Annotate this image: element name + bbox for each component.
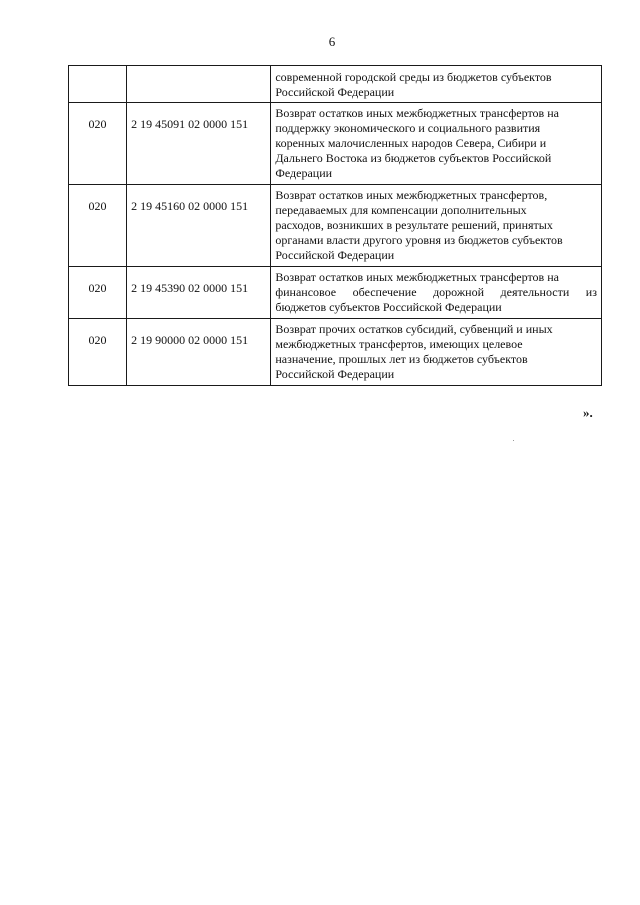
name-line: расходов, возникших в результате решений, принятых xyxy=(275,218,553,232)
table-row xyxy=(69,103,602,185)
name-line: поддержку экономического и социального развития xyxy=(275,121,541,135)
name-line: Российской Федерации xyxy=(275,367,395,381)
budget-code-cell: 2 19 45160 02 0000 151 xyxy=(127,185,271,267)
name-line: Федерации xyxy=(275,166,333,180)
name-cell xyxy=(271,319,602,386)
budget-code-cell: 2 19 90000 02 0000 151 xyxy=(127,319,271,386)
admin-code-cell: 020 xyxy=(69,267,127,319)
name-line xyxy=(275,285,597,300)
name-line: Возврат прочих остатков субсидий, субвенций и иных xyxy=(275,322,553,336)
name-line: коренных малочисленных народов Севера, Сибири и xyxy=(275,136,547,150)
name-line: межбюджетных трансфертов, имеющих целевое xyxy=(275,337,523,351)
budget-classification-table xyxy=(68,65,602,386)
name-line: Возврат остатков иных межбюджетных трансфертов на xyxy=(275,106,559,120)
table-row-continuation xyxy=(69,66,602,103)
name-word: финансовое xyxy=(275,285,337,299)
admin-code-cell: 020 xyxy=(69,103,127,185)
page-number: 6 xyxy=(328,34,336,49)
budget-code-cell: 2 19 45091 02 0000 151 xyxy=(127,103,271,185)
name-cell xyxy=(271,66,602,103)
admin-code-cell: 020 xyxy=(69,185,127,267)
name-line: Возврат остатков иных межбюджетных трансфертов на xyxy=(275,270,559,284)
name-line: органами власти другого уровня из бюджетов субъектов xyxy=(275,233,563,247)
admin-code-cell xyxy=(69,66,127,103)
table-row xyxy=(69,185,602,267)
name-line: Российской Федерации xyxy=(275,248,395,262)
name-word: дорожной xyxy=(433,285,485,299)
name-line: Дальнего Востока из бюджетов субъектов Российской xyxy=(275,151,552,165)
budget-code-cell xyxy=(127,66,271,103)
name-line: Возврат остатков иных межбюджетных трансфертов, xyxy=(275,188,548,202)
name-word: из xyxy=(585,285,597,299)
name-line: передаваемых для компенсации дополнительных xyxy=(275,203,527,217)
name-word: деятельности xyxy=(500,285,570,299)
name-word: обеспечение xyxy=(352,285,417,299)
budget-code-cell: 2 19 45390 02 0000 151 xyxy=(127,267,271,319)
table-row xyxy=(69,319,602,386)
table-row xyxy=(69,267,602,319)
scan-speck xyxy=(513,440,514,441)
name-cell xyxy=(271,103,602,185)
name-line: Российской Федерации xyxy=(275,85,395,99)
name-line: назначение, прошлых лет из бюджетов субъектов xyxy=(275,352,528,366)
name-line: бюджетов субъектов Российской Федерации xyxy=(275,300,502,314)
closing-quote-mark: ». xyxy=(583,405,593,420)
name-line: современной городской среды из бюджетов субъектов xyxy=(275,70,552,84)
admin-code-cell: 020 xyxy=(69,319,127,386)
name-cell xyxy=(271,185,602,267)
name-cell xyxy=(271,267,602,319)
